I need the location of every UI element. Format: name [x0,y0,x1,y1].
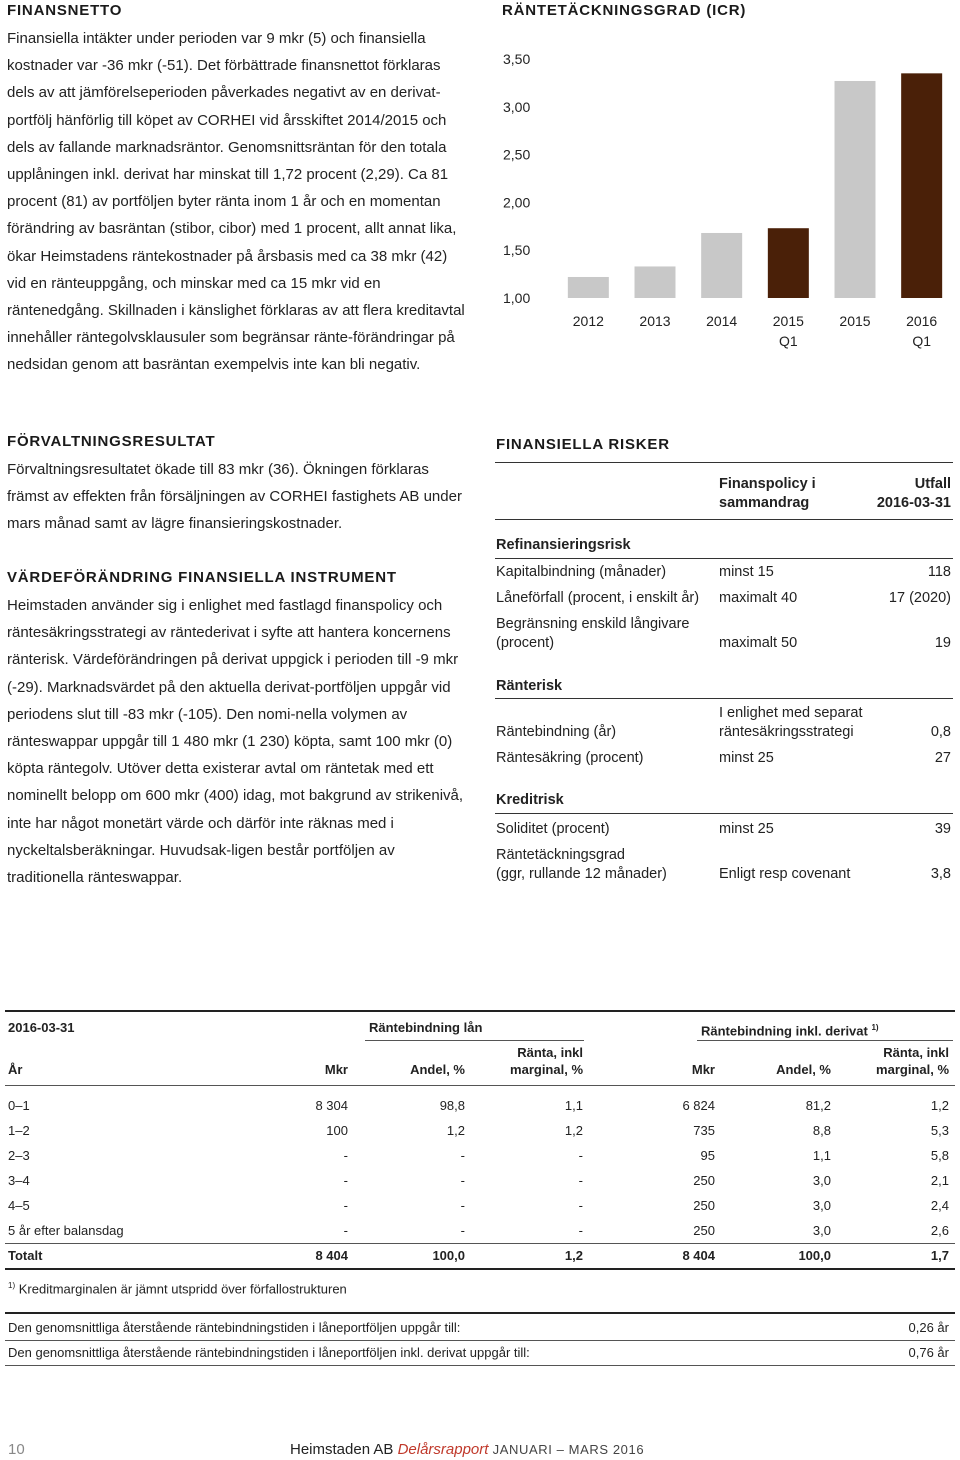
table-cell-ranta-derivat: 5,3 [930,1123,949,1138]
risk-row-policy: Enligt resp covenant [719,866,851,882]
table-cell-andel-derivat: 81,2 [805,1098,831,1113]
forvaltning-text: Förvaltningsresultatet ökade till 83 mkr (36). Ökningen förklaras främst av effekten från försäljningen av CORHEI fastighets AB under mars månad samt av lägre finansieringskostnader. [7,461,462,533]
x-tick-label: 2015 [772,313,804,329]
risk-row-label: Låneförfall (procent, i enskilt år) [496,590,700,606]
footnote-mark: 1) [8,1281,16,1290]
risk-row-policy-2: räntesäkringsstrategi [719,724,854,740]
risker-heading: FINANSIELLA RISKER [496,436,670,453]
risk-row-policy: maximalt 40 [719,590,798,606]
risker-top-rule [495,462,953,463]
col-ranta-header-2: marginal, % [510,1062,583,1077]
risk-row-policy: maximalt 50 [719,635,798,651]
group2-label: Räntebindning inkl. derivat [701,1023,868,1039]
table-cell-andel: - [460,1148,465,1163]
table-cell-andel-derivat: 3,0 [812,1223,831,1238]
total-cell-ranta: 1,2 [564,1248,583,1263]
risk-row-utfall: 17 (2020) [888,590,951,606]
x-tick-label: 2012 [572,313,604,329]
table-cell-mkr-derivat: 735 [693,1123,715,1138]
header-rule [5,1085,955,1086]
group1-header: Räntebindning lån [369,1020,483,1035]
y-tick-label: 1,00 [503,290,531,306]
footer-period: JANUARI – MARS 2016 [492,1442,645,1457]
y-tick-label: 3,00 [503,98,531,115]
footnote-text: Kreditmarginalen är jämnt utspridd över förfallostrukturen [18,1281,347,1297]
table-cell-ranta: - [578,1173,583,1188]
kredit-rule [495,813,953,814]
risk-row-utfall: 39 [934,821,951,837]
total-cell-andel: 100,0 [432,1248,465,1263]
table-cell-ranta: 1,2 [564,1123,583,1138]
y-tick-label: 1,50 [503,242,531,259]
chart-bar [768,228,809,298]
table-cell-andel: - [460,1198,465,1213]
group2-rule [697,1040,953,1041]
table-cell-andel-derivat: 8,8 [812,1123,831,1138]
refin-rule [495,558,953,559]
chart-title: RÄNTETÄCKNINGSGRAD (ICR) [502,2,747,19]
col-ranta2-header-1: Ränta, inkl [883,1045,949,1060]
table-cell-andel: 98,8 [439,1098,465,1113]
col-andel-header: Andel, % [410,1062,465,1077]
risk-row-policy: minst 25 [719,821,774,837]
total-cell-mkr-derivat: 8 404 [682,1248,715,1263]
table-cell-ranta-derivat: 2,1 [930,1173,949,1188]
table-cell-ranta: - [578,1223,583,1238]
risk-row-label: Räntebindning (år) [496,724,617,740]
chart-bar [701,233,742,298]
x-tick-label: 2014 [706,313,738,329]
risk-row-utfall: 0,8 [930,724,951,740]
risk-row-label-1: Räntetäckningsgrad [496,847,625,863]
risk-row-label: Soliditet (procent) [496,821,610,837]
x-tick-label: 2016 [906,313,938,329]
col-ranta-header-1: Ränta, inkl [517,1045,583,1060]
y-tick-label: 2,50 [503,146,531,163]
table-cell-andel-derivat: 3,0 [812,1198,831,1213]
col-utfall-header-1: Utfall [914,476,951,492]
chart-bar [835,81,876,298]
risk-row-utfall: 118 [927,564,951,580]
col-ranta2-header-2: marginal, % [876,1062,949,1077]
chart-bar [901,73,942,298]
table-cell-mkr: - [343,1223,348,1238]
risk-row-policy: minst 25 [719,750,774,766]
group2-header [701,1019,879,1039]
total-cell-ranta-derivat: 1,7 [930,1248,949,1263]
table-cell-ranta-derivat: 1,2 [930,1098,949,1113]
ranterisk-heading: Ränterisk [496,678,563,694]
table-cell-andel-derivat: 3,0 [812,1173,831,1188]
risk-row-label-1: Begränsning enskild långivare [496,616,690,632]
table-cell-mkr: 8 304 [315,1098,348,1113]
table-cell-mkr: 100 [326,1123,348,1138]
col-andel2-header: Andel, % [776,1062,831,1077]
table-cell-ranta: 1,1 [564,1098,583,1113]
risk-row-utfall: 3,8 [930,866,951,882]
summary-value: 0,76 år [908,1345,949,1360]
table-top-rule [5,1010,955,1012]
table-cell-mkr-derivat: 6 824 [682,1098,715,1113]
table-cell-mkr-derivat: 250 [693,1223,715,1238]
risk-row-policy: minst 15 [719,564,774,580]
table-cell-mkr: - [343,1148,348,1163]
risk-row-label-2: (ggr, rullande 12 månader) [496,866,667,882]
table-bottom-rule [5,1268,955,1270]
risker-header-rule [495,519,953,520]
col-year-header: År [8,1062,23,1077]
vardeforandring-text: Heimstaden använder sig i enlighet med fastlagd finanspolicy och räntesäkringsstrategi av räntederivat i syfte att hantera koncernens ränterisk. Värdeförändringen på derivat uppgick i perioden till -9 mkr (-29). Marknadsvärdet på den aktuella derivat-portföljen uppgår vid periodens slut till -83 mkr (-105). Den nomi-nella volymen av ränteswappar uppgår till 1 480 mkr (1 230) köpta, samt 100 mkr (0) köpta räntegolv. Utöver detta existerar avtal om räntetak med ett nominellt belopp om 600 mkr (400) idag, mot bakgrund av strikenivå, inte har något monetärt värde och därför inte räknas med i nyckeltalsberäkningar. Huvudsak-ligen består portföljen av traditionella ränteswappar. [7,597,464,887]
table-cell-mkr: - [343,1173,348,1188]
table-cell-year: 0–1 [8,1098,30,1113]
col-policy-header-1: Finanspolicy i [719,476,816,492]
summary-value: 0,26 år [908,1320,949,1335]
col-utfall-header-2: 2016-03-31 [876,495,951,511]
summary-mid-rule [5,1340,955,1341]
footer-report: Delårsrapport [397,1441,489,1458]
summary-label: Den genomsnittliga återstående räntebindningstiden i låneportföljen inkl. derivat uppgår till: [8,1345,530,1360]
risk-row-utfall: 27 [934,750,951,766]
table-cell-andel-derivat: 1,1 [812,1148,831,1163]
table-cell-andel: 1,2 [446,1123,465,1138]
table-cell-ranta-derivat: 2,6 [930,1223,949,1238]
finansnetto-text: Finansiella intäkter under perioden var 9 mkr (5) och finansiella kostnader var -36 mkr (-51). Det förbättrade finansnettot förklaras dels av att jämförelseperioden påverkades negativt av en derivat-portfölj hänförlig till köpet av CORHEI vid årsskiftet 2014/2015 och dels av fallande marknadsräntor. Genomsnittsräntan för den totala upplåningen inkl. derivat har minskat till 1,72 procent (2,29). Ca 81 procent (81) av portföljen byter ränta inom 1 år och en momentan förändring av basräntan (stibor, cibor) med 1 procent, allt annat lika, ökar Heimstadens räntekostnader på årsbasis med ca 38 mkr (42) vid en ränteuppgång, och minskar med ca 15 mkr vid en räntenedgång. Skillnaden i känslighet förklaras av att flera kreditavtal innehåller räntegolvsklausuler som begränsar ränte-förändringar på nedsidan genom att basräntan exempelvis inte kan bli negativ. [7,30,465,374]
icr-bar-chart [495,40,960,360]
table-cell-ranta: - [578,1148,583,1163]
y-tick-label: 2,00 [503,194,531,211]
col-mkr-header: Mkr [324,1062,348,1077]
table-date: 2016-03-31 [8,1020,75,1035]
forvaltning-heading: FÖRVALTNINGSRESULTAT [7,433,216,450]
y-tick-label: 3,50 [503,51,531,67]
page-number: 10 [8,1441,25,1458]
table-cell-ranta-derivat: 2,4 [930,1198,949,1213]
summary-label: Den genomsnittliga återstående räntebindningstiden i låneportföljen uppgår till: [8,1320,461,1335]
summary-top-rule [5,1312,955,1314]
table-cell-ranta-derivat: 5,8 [930,1148,949,1163]
table-cell-mkr-derivat: 250 [693,1173,715,1188]
group1-rule [365,1040,584,1041]
vardeforandring-heading: VÄRDEFÖRÄNDRING FINANSIELLA INSTRUMENT [7,569,397,586]
risk-row-utfall: 19 [934,635,951,651]
total-cell-mkr: 8 404 [315,1248,348,1263]
table-cell-year: 3–4 [8,1173,30,1188]
refin-heading: Refinansieringsrisk [496,537,631,553]
table-cell-mkr: - [343,1198,348,1213]
group2-footnote-mark: 1) [871,1023,879,1032]
table-cell-year: 5 år efter balansdag [8,1223,124,1238]
risk-row-label: Räntesäkring (procent) [496,750,644,766]
table-cell-year: 4–5 [8,1198,30,1213]
risk-row-label: Kapitalbindning (månader) [496,564,667,580]
finansnetto-heading: FINANSNETTO [7,2,123,19]
risk-row-label-2: (procent) [496,635,555,651]
col-policy-header-2: sammandrag [719,495,810,511]
summary-bottom-rule [5,1365,955,1366]
table-cell-year: 1–2 [8,1123,30,1138]
kredit-heading: Kreditrisk [496,792,564,808]
x-tick-label: Q1 [912,333,932,349]
ranterisk-rule [495,698,953,699]
x-tick-label: 2015 [839,313,871,329]
x-tick-label: 2013 [639,313,671,329]
table-cell-ranta: - [578,1198,583,1213]
total-top-rule [5,1243,955,1244]
table-footnote [8,1277,347,1297]
table-cell-mkr-derivat: 250 [693,1198,715,1213]
risk-row-policy-1: I enlighet med separat [719,705,863,721]
chart-bar [568,277,609,298]
footer-company: Heimstaden AB [290,1441,394,1458]
col-mkr2-header: Mkr [691,1062,715,1077]
total-cell-andel-derivat: 100,0 [798,1248,831,1263]
total-cell-year: Totalt [8,1248,43,1263]
table-cell-andel: - [460,1223,465,1238]
table-cell-andel: - [460,1173,465,1188]
table-cell-year: 2–3 [8,1148,30,1163]
chart-bar [635,266,676,298]
x-tick-label: Q1 [778,333,798,349]
footer-report-line [290,1441,644,1458]
table-cell-mkr-derivat: 95 [700,1148,715,1163]
